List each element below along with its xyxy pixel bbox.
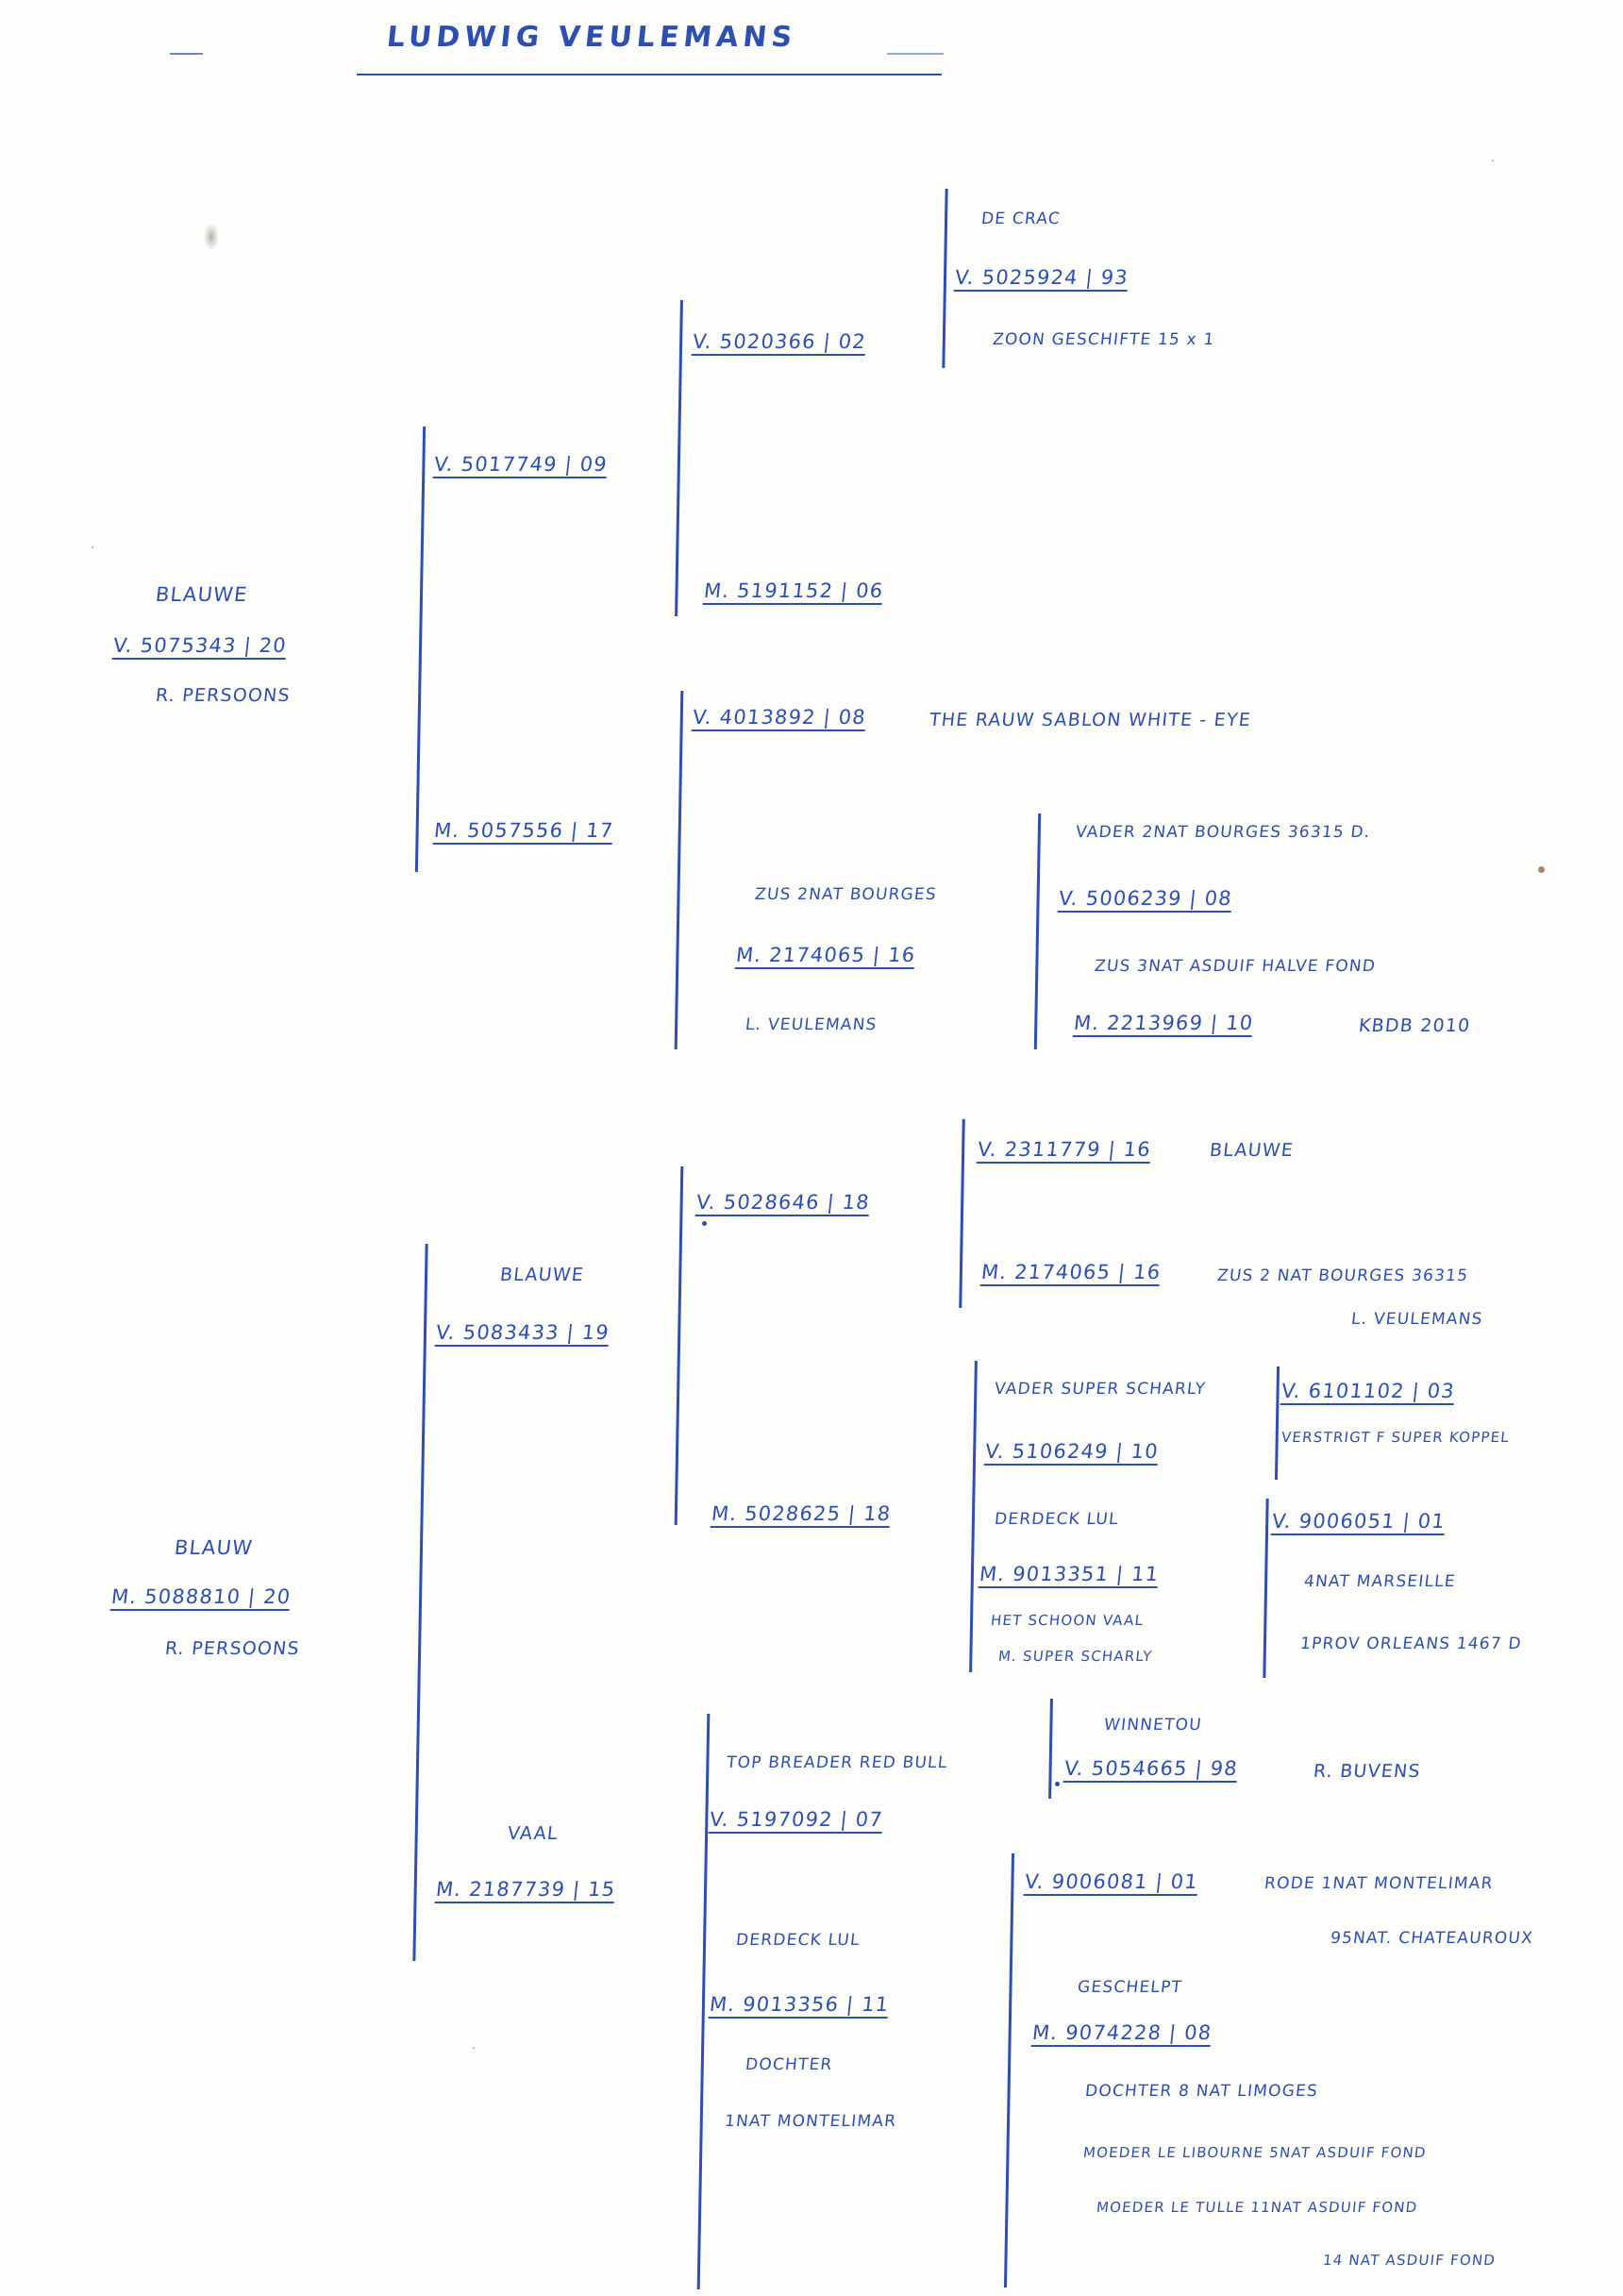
bottom-gen4-0-note: BLAUWE xyxy=(1208,1140,1296,1161)
bottom-gen4-6-above: GESCHELPT xyxy=(1076,1978,1184,1997)
top-bracket-gen4-upper xyxy=(942,189,947,368)
top-root-owner: R. PERSOONS xyxy=(154,685,292,706)
top-gen4-1-ring: V. 5006239 | 08 xyxy=(1058,887,1234,913)
bottom-gen4-6-below3: MOEDER LE TULLE 11NAT ASDUIF FOND xyxy=(1096,2199,1419,2216)
bottom-gen4-1-ring: M. 2174065 | 16 xyxy=(980,1261,1163,1286)
paper-speck xyxy=(1538,866,1545,873)
bottom-gen4-2-above: VADER SUPER SCHARLY xyxy=(993,1380,1208,1399)
bottom-gen4-5-note2: 95NAT. CHATEAUROUX xyxy=(1329,1929,1534,1948)
bottom-gen4-6-below1: DOCHTER 8 NAT LIMOGES xyxy=(1083,2082,1320,2101)
top-gen3-3-ring: M. 2174065 | 16 xyxy=(735,944,917,969)
bottom-bracket-gen4-a xyxy=(959,1119,964,1308)
bottom-gen4-5-note: RODE 1NAT MONTELIMAR xyxy=(1263,1874,1495,1893)
title-underline xyxy=(357,74,942,75)
bottom-gen4-2-ring: V. 5106249 | 10 xyxy=(984,1440,1161,1466)
bottom-gen4-6-ring: M. 9074228 | 08 xyxy=(1031,2021,1213,2047)
bottom-bracket-gen4-b xyxy=(969,1361,978,1672)
top-gen4-1-above: VADER 2NAT BOURGES 36315 D. xyxy=(1074,823,1372,842)
top-gen4-0-above: DE CRAC xyxy=(979,209,1062,228)
bottom-gen3-3-ring: M. 9013356 | 11 xyxy=(709,1993,891,2019)
bottom-bracket-gen2 xyxy=(412,1244,427,1961)
bottom-gen3-2-above: TOP BREADER RED BULL xyxy=(725,1753,949,1772)
top-gen3-0-ring: V. 5020366 | 02 xyxy=(692,330,868,356)
top-gen3-3-below: L. VEULEMANS xyxy=(744,1015,878,1034)
page-title: LUDWIG VEULEMANS xyxy=(385,21,798,54)
connector-dot xyxy=(1055,1782,1060,1786)
bottom-gen4-4-ring: V. 5054665 | 98 xyxy=(1063,1757,1240,1783)
bottom-gen2-1-above: VAAL xyxy=(506,1823,560,1844)
top-gen2-0-ring: V. 5017749 | 09 xyxy=(433,453,610,478)
top-gen3-2-ring: V. 4013892 | 08 xyxy=(692,706,868,731)
top-gen4-2-above: ZUS 3NAT ASDUIF HALVE FOND xyxy=(1093,957,1378,976)
bottom-gen4-3-ring: M. 9013351 | 11 xyxy=(979,1563,1161,1588)
bottom-gen3-1-ring: M. 5028625 | 18 xyxy=(711,1502,893,1528)
bottom-gen4-3-below2: M. SUPER SCHARLY xyxy=(997,1648,1154,1665)
bottom-gen4-4-above: WINNETOU xyxy=(1102,1716,1203,1735)
bottom-bracket-gen5-a xyxy=(1275,1366,1280,1480)
bottom-gen2-1-ring: M. 2187739 | 15 xyxy=(435,1878,617,1903)
bottom-root-owner: R. PERSOONS xyxy=(163,1638,301,1659)
bottom-gen2-0-ring: V. 5083433 | 19 xyxy=(435,1321,611,1347)
bottom-bracket-gen4-c xyxy=(1048,1699,1053,1799)
stray-mark-left xyxy=(170,53,203,55)
top-gen4-2-ring: M. 2213969 | 10 xyxy=(1073,1012,1255,1037)
bottom-root-ring: M. 5088810 | 20 xyxy=(110,1585,293,1611)
top-bracket-gen3-upper xyxy=(675,300,683,616)
bottom-gen3-3-below2: 1NAT MONTELIMAR xyxy=(723,2112,898,2131)
bottom-gen4-3-above: DERDECK LUL xyxy=(993,1510,1120,1529)
stray-mark-right xyxy=(887,53,944,55)
top-root-line1: BLAUWE xyxy=(154,583,249,606)
top-bracket-gen2 xyxy=(415,427,426,872)
bottom-gen5-1-note3: 1PROV ORLEANS 1467 D xyxy=(1298,1634,1523,1653)
top-bracket-gen4-lower xyxy=(1034,813,1041,1049)
bottom-bracket-gen3-lower xyxy=(697,1714,711,2289)
bottom-gen5-0-ring: V. 6101102 | 03 xyxy=(1280,1380,1457,1405)
top-gen4-0-below: ZOON GESCHIFTE 15 x 1 xyxy=(991,330,1216,349)
bottom-gen4-1-note: ZUS 2 NAT BOURGES 36315 xyxy=(1215,1266,1470,1285)
top-gen3-2-note: THE RAUW SABLON WHITE - EYE xyxy=(928,710,1253,730)
bottom-gen4-3-below1: HET SCHOON VAAL xyxy=(990,1612,1146,1629)
bottom-gen3-3-above: DERDECK LUL xyxy=(734,1931,862,1950)
top-gen4-2-note: KBDB 2010 xyxy=(1357,1015,1472,1036)
bottom-bracket-gen5-b xyxy=(1263,1499,1268,1678)
bottom-gen2-0-above: BLAUWE xyxy=(498,1265,586,1285)
bottom-gen4-4-note: R. BUVENS xyxy=(1312,1761,1422,1782)
bottom-gen3-3-below1: DOCHTER xyxy=(744,2055,834,2074)
pedigree-sheet: LUDWIG VEULEMANS . . . BLAUWE V. 5075343 | 20 R. PERSOONS V. 5017749 | 09 M. 5057556 | 17 V. 5020366 | 02 M. 5191152 | 06 V. 4013892 | 08 THE RAUW SABLON WHITE - EYE ZUS 2NAT BOURGES M. 2174065 | 16 L. VEULEMANS DE CRAC V. 5025924 | 93 ZOON GESCHIFTE 15 x 1 VADER 2NAT BOURGES 36315 D. V. 5006239 | 08 ZUS 3NAT ASDUIF HALVE FOND M. 2213969 | 10 KBDB 2010 BLAUW M. 5088810 | 20 R. PERSOONS BLAUWE V. 5083433 | 19 VAAL M. 2187739 | 15 V. 5028646 | 18 M. 5028625 | 18 TOP BREADER RED BULL V. 5197092 | 07 DERDECK LUL M. 9013356 | 11 DOCHTER 1NAT MONTELIMAR V. 2311779 | 16 BLAUWE M. 2174065 | 16 ZUS 2 NAT BOURGES 36315 L. VEULEMANS VADER SUPER SCHARLY V. 5106249 | 10 DERDECK LUL M. 9013351 | 11 HET SCHOON VAAL M. SUPER SCHARLY V. 6101102 | 03 VERSTRIGT F SUPER KOPPEL V. 9006051 | 01 4NAT MARSEILLE 1PROV ORLEANS 1467 D WINNETOU V. 5054665 | 98 R. BUVENS V. 9006081 | 01 RODE 1NAT MONTELIMAR 95NAT. CHATEAUROUX GESCHELPT M. 9074228 | 08 DOCHTER 8 NAT LIMOGES MOEDER LE LIBOURNE 5NAT ASDUIF FOND MOEDER LE TULLE 11NAT ASDUIF FOND 14 NAT ASDUIF FOND xyxy=(0,0,1623,2296)
bottom-gen4-6-below2: MOEDER LE LIBOURNE 5NAT ASDUIF FOND xyxy=(1082,2144,1428,2161)
bottom-gen5-1-ring: V. 9006051 | 01 xyxy=(1271,1510,1447,1535)
bottom-gen4-1-note2: L. VEULEMANS xyxy=(1349,1310,1484,1329)
top-bracket-gen3-lower xyxy=(675,691,684,1049)
paper-smudge xyxy=(204,223,219,251)
bottom-bracket-gen4-d xyxy=(1004,1853,1014,2288)
top-gen4-0-ring: V. 5025924 | 93 xyxy=(954,266,1130,292)
connector-dot xyxy=(702,1221,707,1226)
top-gen2-1-ring: M. 5057556 | 17 xyxy=(433,819,615,845)
top-root-ring: V. 5075343 | 20 xyxy=(112,634,289,660)
bottom-gen3-0-ring: V. 5028646 | 18 xyxy=(695,1191,872,1216)
bottom-gen5-0-note: VERSTRIGT F SUPER KOPPEL xyxy=(1280,1429,1511,1446)
bottom-gen4-6-below4: 14 NAT ASDUIF FOND xyxy=(1322,2252,1497,2269)
bottom-gen3-2-ring: V. 5197092 | 07 xyxy=(709,1808,885,1834)
top-gen3-1-ring: M. 5191152 | 06 xyxy=(703,579,885,605)
top-gen3-3-above: ZUS 2NAT BOURGES xyxy=(753,885,938,904)
bottom-root-line1: BLAUW xyxy=(173,1536,255,1559)
bottom-gen5-1-note2: 4NAT MARSEILLE xyxy=(1302,1572,1457,1591)
bottom-gen4-5-ring: V. 9006081 | 01 xyxy=(1024,1870,1200,1896)
bottom-bracket-gen3-upper xyxy=(675,1166,684,1525)
bottom-gen4-0-ring: V. 2311779 | 16 xyxy=(977,1138,1153,1164)
